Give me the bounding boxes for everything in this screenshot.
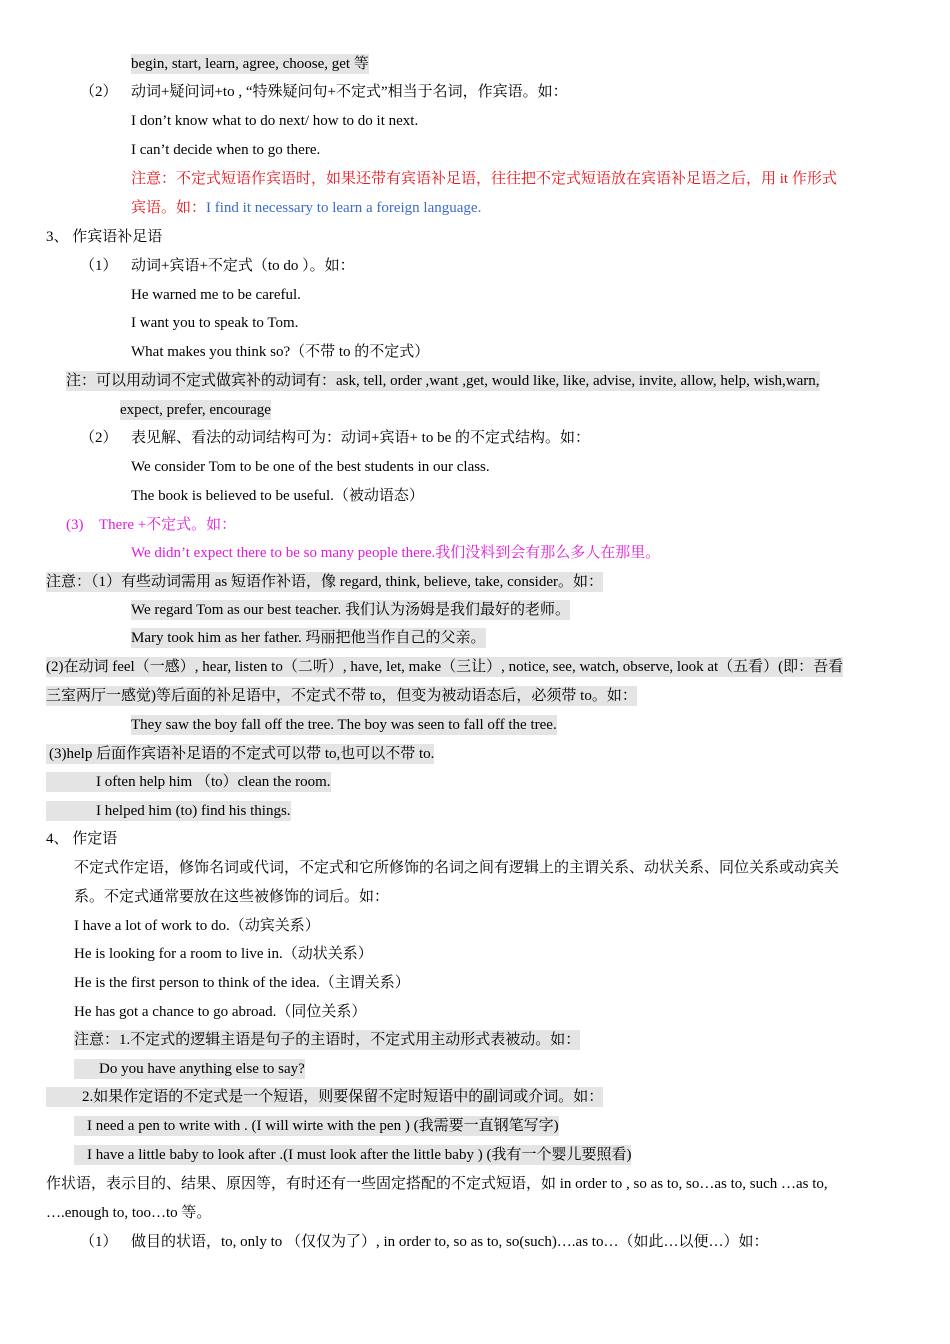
example-sentence: He is the first person to think of the idea.（主谓关系） [74, 975, 410, 991]
item-number: （2） [80, 84, 118, 100]
paragraph-text: 作状语，表示目的、结果、原因等，有时还有一些固定搭配的不定式短语，如 in order to , so as to, so…as to, such …as to, [46, 1176, 828, 1192]
section-heading: 4、 作定语 [46, 831, 118, 847]
paragraph-text: 不定式作定语，修饰名词或代词，不定式和它所修饰的名词之间有逻辑上的主谓关系、动状关系、同位关系或动宾关 [74, 860, 840, 876]
note-heading: 注意：（1）有些动词需用 as 短语作补语，像 regard, think, believe, take, consider。如： [46, 574, 603, 590]
example-sentence: I helped him (to) find his things. [46, 801, 291, 821]
rule-text: 动词+宾语+不定式（to do ）。如： [131, 258, 355, 274]
example-sentence: He warned me to be careful. [131, 287, 301, 303]
example-sentence: What makes you think so?（不带 to 的不定式） [131, 344, 430, 360]
example-sentence: I often help him （to）clean the room. [46, 772, 331, 792]
example-sentence-magenta: We didn’t expect there to be so many people there.我们没料到会有那么多人在那里。 [131, 545, 661, 561]
note-red-continued [131, 198, 481, 218]
note-red-tail: 宾语。如： [131, 200, 207, 216]
note-heading: 注意：1.不定式的逻辑主语是句子的主语时，不定式用主动形式表被动。如： [74, 1032, 581, 1048]
item-number: （1） [80, 1234, 118, 1250]
paragraph-text: 系。不定式通常要放在这些被修饰的词后。如： [74, 889, 390, 905]
example-sentence: Mary took him as her father. 玛丽把他当作自己的父亲。 [131, 630, 486, 646]
note-paragraph: (2)在动词 feel（一感）, hear, listen to（二听）, have, let, make（三让）, notice, see, watch, observe, look at（五看）(即：吾看 [46, 659, 844, 675]
example-sentence: We regard Tom as our best teacher. 我们认为汤姆是我们最好的老师。 [131, 602, 571, 618]
note-verb-list-continued: expect, prefer, encourage [120, 402, 271, 418]
note-paragraph: 2.如果作定语的不定式是一个短语，则要保留不定时短语中的副词或介词。如： [46, 1087, 603, 1107]
note-paragraph-continued: 三室两厅一感觉)等后面的补足语中，不定式不带 to，但变为被动语态后，必须带 to。如： [46, 688, 637, 704]
rule-text: 做目的状语，to, only to （仅仅为了）, in order to, so as to, so(such)….as to…（如此…以便…）如： [131, 1234, 769, 1250]
example-sentence: They saw the boy fall off the tree. The boy was seen to fall off the tree. [131, 717, 557, 733]
example-sentence: He has got a chance to go abroad.（同位关系） [74, 1004, 367, 1020]
example-sentence: We consider Tom to be one of the best students in our class. [131, 459, 490, 475]
example-sentence: Do you have anything else to say? [74, 1059, 305, 1079]
example-sentence: I have a lot of work to do.（动宾关系） [74, 918, 320, 934]
paragraph-text: ….enough to, too…to 等。 [46, 1205, 212, 1221]
rule-text-magenta: There +不定式。如： [99, 517, 237, 533]
item-number: （1） [80, 258, 118, 274]
example-sentence: I can’t decide when to go there. [131, 142, 321, 158]
example-sentence: The book is believed to be useful.（被动语态） [131, 488, 424, 504]
note-paragraph: (3)help 后面作宾语补足语的不定式可以带 to,也可以不带 to. [46, 744, 434, 764]
rule-text: 动词+疑问词+to , “特殊疑问句+不定式”相当于名词，作宾语。如： [131, 84, 568, 100]
note-verb-list: 注：可以用动词不定式做宾补的动词有：ask, tell, order ,want ,get, would like, like, advise, invite, allow, help, wish,warn, [66, 373, 820, 389]
example-sentence: I have a little baby to look after .(I must look after the little baby ) (我有一个婴儿要照看) [74, 1145, 631, 1165]
note-red: 注意：不定式短语作宾语时，如果还带有宾语补足语，往往把不定式短语放在宾语补足语之后，用 it 作形式 [131, 171, 837, 187]
verb-list-line: begin, start, learn, agree, choose, get 等 [131, 56, 369, 72]
rule-text: 表见解、看法的动词结构可为：动词+宾语+ to be 的不定式结构。如： [131, 430, 590, 446]
item-number: （2） [80, 430, 118, 446]
example-sentence: I need a pen to write with . (I will wirte with the pen ) (我需要一直钢笔写字) [74, 1116, 559, 1136]
example-sentence-blue: I find it necessary to learn a foreign language. [206, 200, 482, 216]
section-heading: 3、 作宾语补足语 [46, 229, 163, 245]
example-sentence: I don’t know what to do next/ how to do it next. [131, 113, 419, 129]
example-sentence: I want you to speak to Tom. [131, 315, 299, 331]
item-number-magenta: (3) [66, 517, 84, 533]
example-sentence: He is looking for a room to live in.（动状关系） [74, 946, 373, 962]
